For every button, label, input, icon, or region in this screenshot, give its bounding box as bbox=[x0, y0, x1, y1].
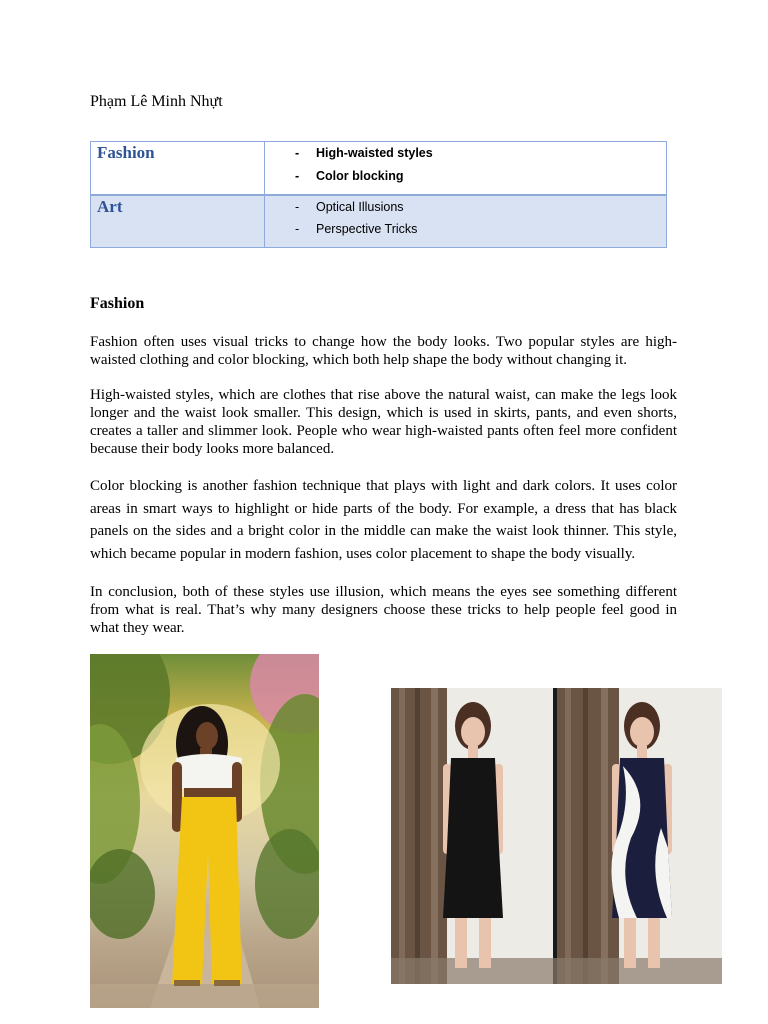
table-row bbox=[91, 195, 667, 248]
list-item-label: Optical Illusions bbox=[316, 199, 404, 214]
list-item: - Optical Illusions bbox=[295, 199, 404, 214]
list-item: - High-waisted styles bbox=[295, 146, 433, 160]
items-cell bbox=[265, 142, 667, 195]
author-name: Phạm Lê Minh Nhựt bbox=[90, 93, 223, 110]
high-waisted-pants-photo bbox=[90, 654, 319, 1008]
topic-cell: Art bbox=[91, 195, 265, 248]
bullet-list bbox=[265, 144, 666, 189]
list-item-label: High-waisted styles bbox=[316, 146, 433, 160]
list-item-label: Perspective Tricks bbox=[316, 222, 418, 236]
section-heading: Fashion bbox=[90, 295, 145, 312]
paragraph-high-waisted: High-waisted styles, which are clothes that rise above the natural waist, can make the legs look longer and the waist look smaller. This design, which is used in skirts, pants, and even shorts, creates a taller and slimmer look. People who wear high-waisted pants often feel more confident because their body looks more balanced. bbox=[90, 387, 677, 457]
topic-cell: Fashion bbox=[91, 142, 265, 195]
paragraph-intro: Fashion often uses visual tricks to change how the body looks. Two popular styles are high-waisted clothing and color blocking, which both help shape the body without changing it. bbox=[90, 334, 677, 368]
topics-table bbox=[90, 141, 667, 248]
color-blocking-dress-photo bbox=[391, 688, 722, 984]
items-cell bbox=[265, 195, 667, 248]
list-item: - Perspective Tricks bbox=[295, 222, 418, 236]
list-item-label: Color blocking bbox=[316, 168, 404, 183]
bullet-list bbox=[265, 198, 666, 243]
paragraph-conclusion: In conclusion, both of these styles use illusion, which means the eyes see something different from what is real. That’s why many designers choose these tricks to help people feel good in what they wear. bbox=[90, 584, 677, 636]
table-row bbox=[91, 142, 667, 195]
paragraph-color-blocking: Color blocking is another fashion technique that plays with light and dark colors. It uses color areas in smart ways to highlight or hide parts of the body. For example, a dress that has black panels on the sides and a bright color in the middle can make the waist look thinner. This style, which became popular in modern fashion, uses color placement to shape the body visually. bbox=[90, 478, 677, 562]
list-item: - Color blocking bbox=[295, 168, 404, 183]
